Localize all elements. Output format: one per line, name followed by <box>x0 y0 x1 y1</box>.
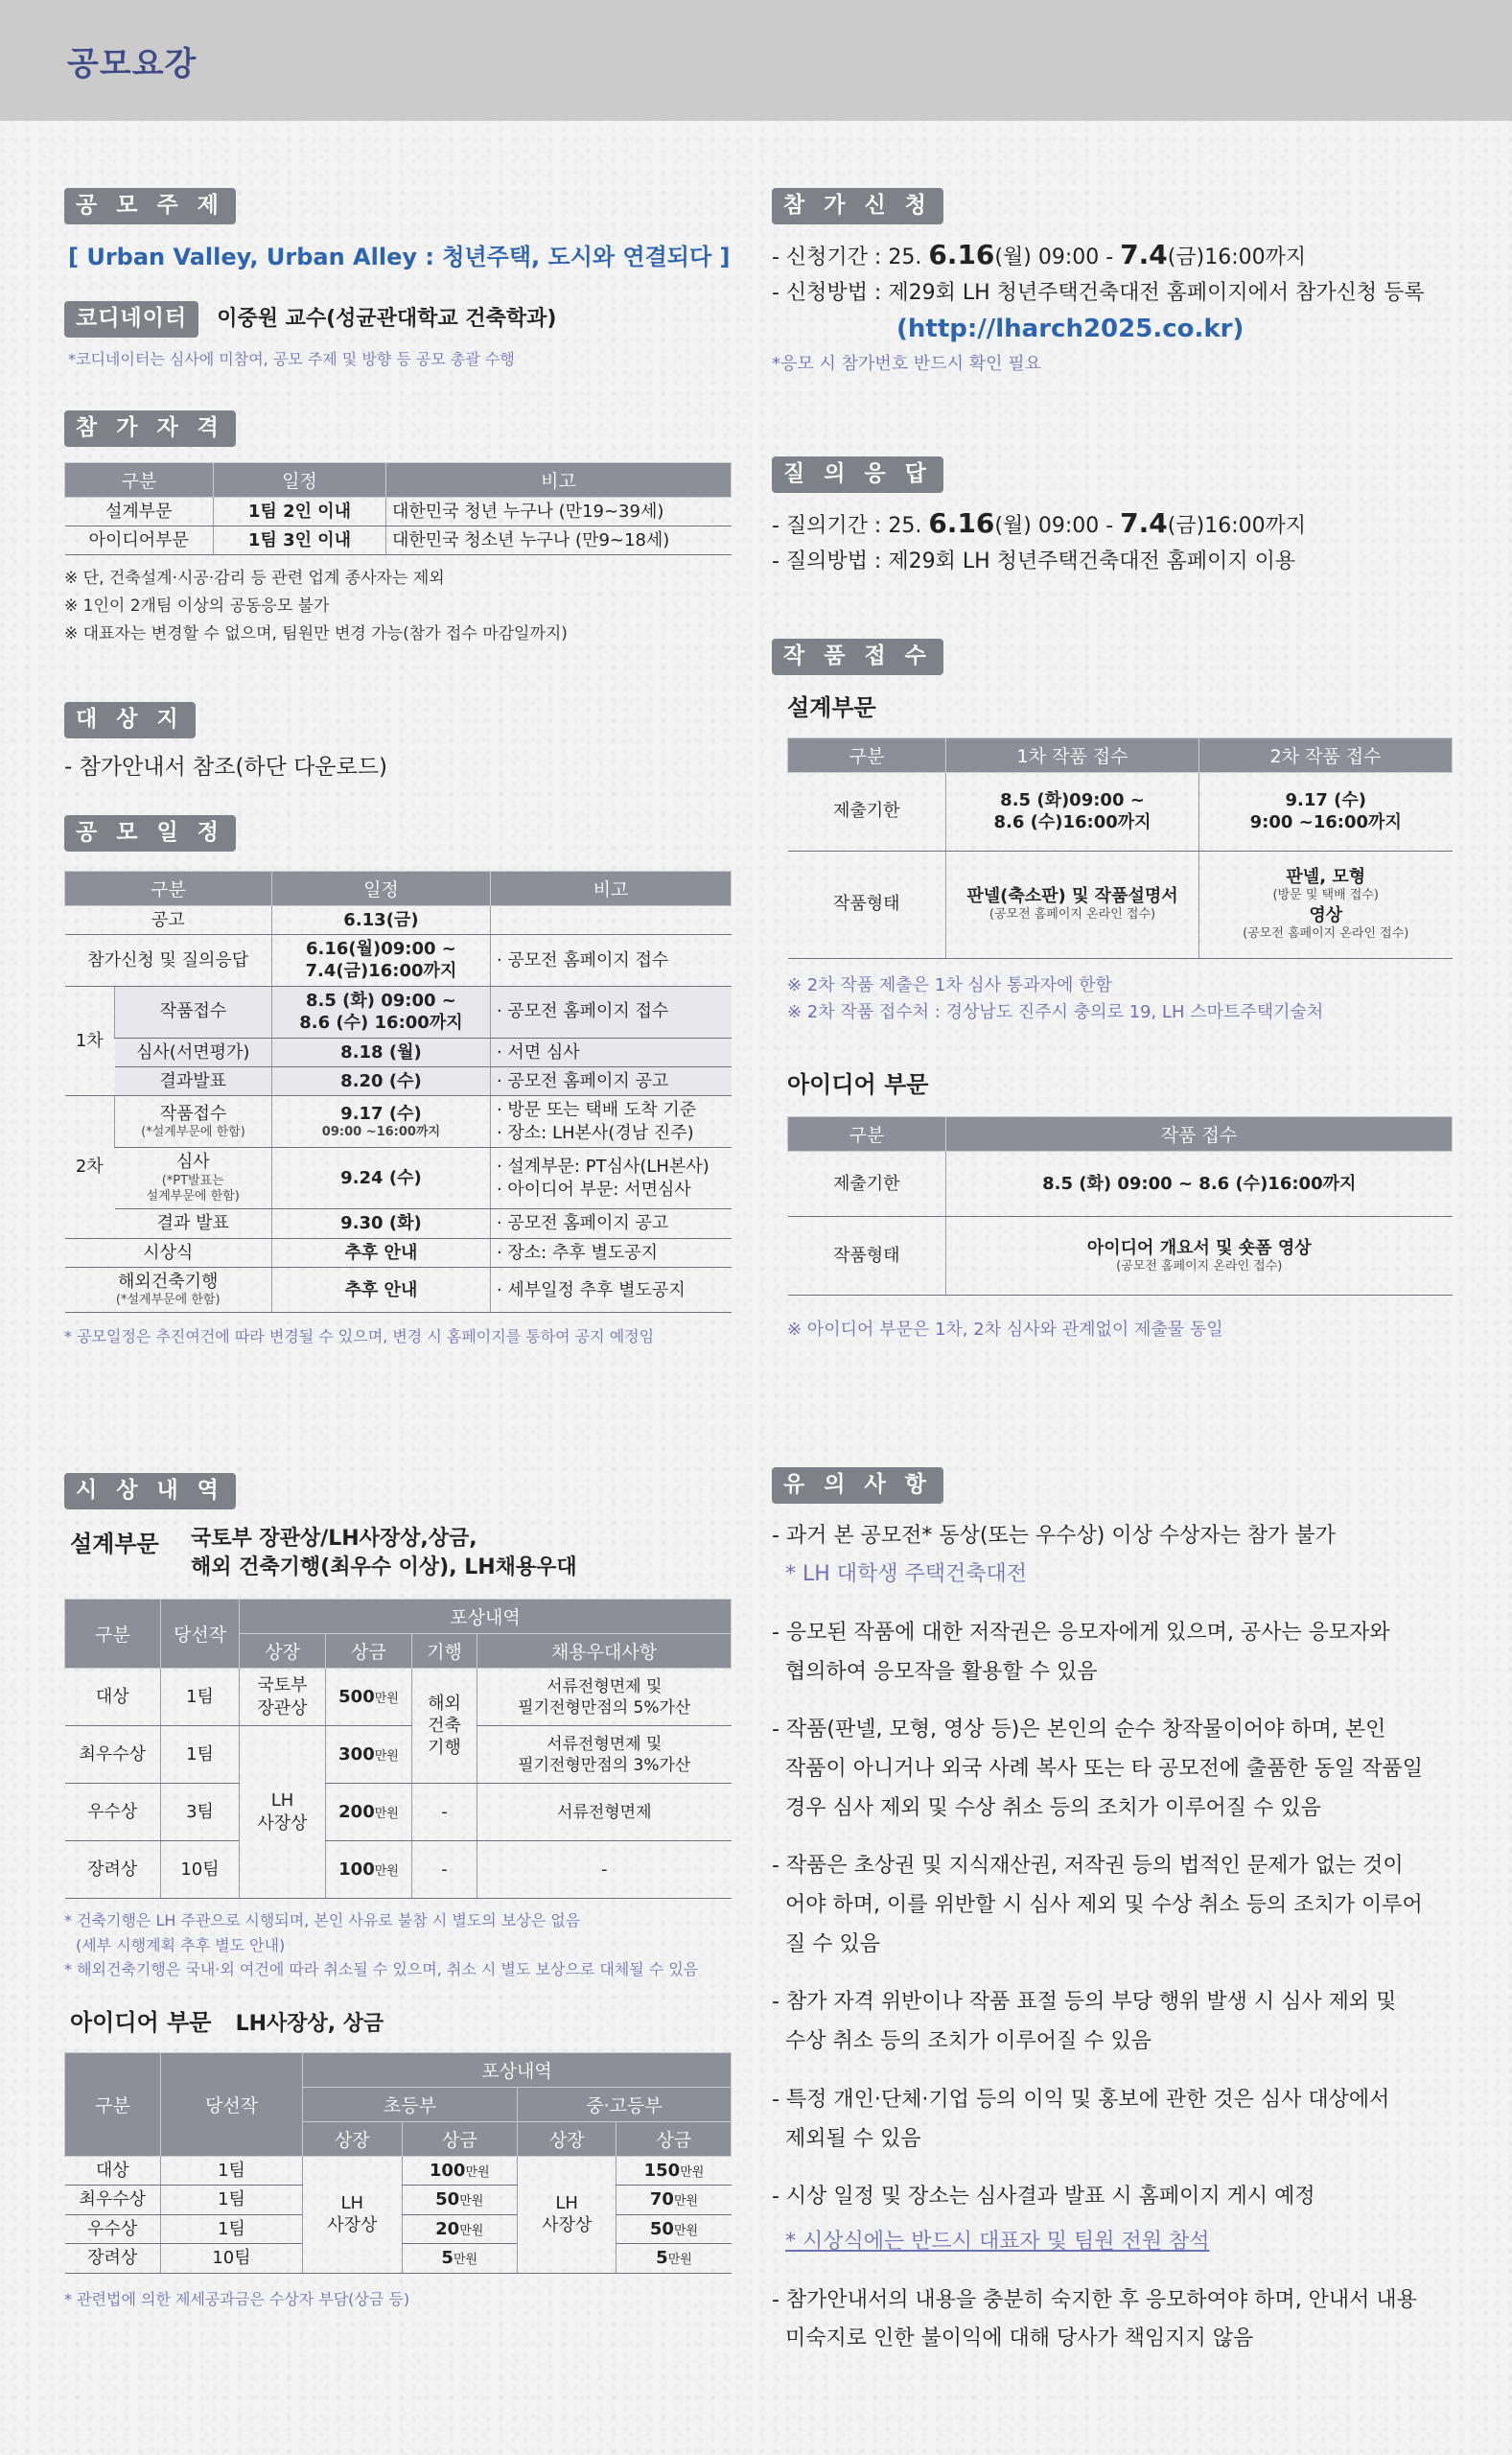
th: 상금 <box>402 2121 517 2156</box>
cell: 9.17 (수) 09:00 ~16:00까지 <box>271 1096 490 1148</box>
cell: 결과발표 <box>115 1066 272 1095</box>
caution-item: 어야 하며, 이를 위반할 시 심사 제외 및 수상 취소 등의 조치가 이루어 <box>785 1893 1423 1918</box>
cell: 장려상 <box>65 2244 161 2273</box>
th: 1차 작품 접수 <box>946 737 1199 772</box>
th: 작품 접수 <box>946 1117 1453 1152</box>
submit-tag: 작 품 접 수 <box>772 639 943 675</box>
awards-desc: 해외 건축기행(최우수 이상), LH채용우대 <box>191 1555 577 1580</box>
table-row <box>65 1784 732 1841</box>
th: 상금 <box>616 2121 732 2156</box>
cell: · 공모전 홈페이지 접수 <box>490 986 731 1038</box>
caution-item: - 참가 자격 위반이나 작품 표절 등의 부당 행위 발생 시 심사 제외 및 <box>772 1990 1397 2015</box>
table-row <box>65 986 732 1038</box>
cell: 8.5 (화)09:00 ~ 8.6 (수)16:00까지 <box>946 772 1199 851</box>
submit-note: ※ 2차 작품 접수처 : 경상남도 진주시 충의로 19, LH 스마트주택기술처 <box>787 1002 1324 1023</box>
caution-item: - 작품(판넬, 모형, 영상 등)은 본인의 순수 창작물이어야 하며, 본인 <box>772 1718 1386 1742</box>
coordinator-note: *코디네이터는 심사에 미참여, 공모 주제 및 방향 등 공모 총괄 수행 <box>68 349 515 368</box>
cell: 결과 발표 <box>115 1209 272 1238</box>
cell: 100만원 <box>402 2156 517 2185</box>
target-tag: 대 상 지 <box>64 702 196 738</box>
cell: · 방문 또는 택배 도착 기준 · 장소: LH본사(경남 진주) <box>490 1096 731 1148</box>
table-row <box>788 851 1453 958</box>
cell: 1팀 <box>161 2186 303 2214</box>
cell: - <box>412 1784 477 1841</box>
th: 당선작 <box>161 2052 303 2156</box>
caution-section <box>772 1467 1462 2359</box>
caution-item: 작품이 아니거나 외국 사례 복사 또는 타 공모전에 출품한 동일 작품일 <box>785 1757 1423 1782</box>
cell: · 공모전 홈페이지 접수 <box>490 934 731 986</box>
qa-method: - 질의방법 : 제29회 LH 청년주택건축대전 홈페이지 이용 <box>772 549 1296 574</box>
cell: 5만원 <box>616 2244 732 2273</box>
cell: 해외건축기행 (*설계부문에 한함) <box>65 1268 272 1313</box>
cell: 서류전형면제 및 필기전형만점의 5%가산 <box>477 1669 732 1726</box>
cell: 제출기한 <box>788 1152 946 1217</box>
table-row <box>65 1148 732 1209</box>
table-row <box>788 1217 1453 1296</box>
eligibility-section <box>64 410 732 648</box>
th: 비고 <box>386 462 732 497</box>
th: 상금 <box>326 1634 412 1669</box>
th: 당선작 <box>161 1600 240 1669</box>
coordinator-name: 이중원 교수(성균관대학교 건축학과) <box>217 307 557 331</box>
caution-item: 경우 심사 제외 및 수상 취소 등의 조치가 이루어질 수 있음 <box>785 1795 1321 1820</box>
th: 초등부 <box>303 2087 518 2121</box>
awards-note: (세부 시행계획 추후 별도 안내) <box>76 1935 286 1954</box>
caution-item: * LH 대학생 주택건축대전 <box>785 1562 1028 1587</box>
apply-note: *응모 시 참가번호 반드시 확인 필요 <box>772 353 1042 374</box>
th: 구분 <box>65 462 214 497</box>
caution-item: - 참가안내서의 내용을 충분히 숙지한 후 응모하여야 하며, 안내서 내용 <box>772 2287 1417 2312</box>
cell: 참가신청 및 질의응답 <box>65 934 272 986</box>
awards-idea-note: * 관련법에 의한 제세공과금은 수상자 부담(상금 등) <box>64 2289 410 2308</box>
cell: 1팀 <box>161 2156 303 2185</box>
cell: 추후 안내 <box>271 1268 490 1313</box>
cell: 50만원 <box>402 2186 517 2214</box>
cell: 100만원 <box>326 1841 412 1899</box>
cell: 8.20 (수) <box>271 1066 490 1095</box>
caution-item: - 과거 본 공모전* 동상(또는 우수상) 이상 수상자는 참가 불가 <box>772 1523 1336 1548</box>
th: 일정 <box>271 871 490 905</box>
target-section <box>64 702 732 784</box>
table-row <box>65 1726 732 1784</box>
cell: 대한민국 청소년 누구나 (만9~18세) <box>386 526 732 554</box>
apply-section <box>772 188 1462 378</box>
table-row <box>65 526 732 554</box>
cell: 심사(서면평가) <box>115 1038 272 1066</box>
caution-item: - 시상 일정 및 장소는 심사결과 발표 시 홈페이지 게시 예정 <box>772 2185 1315 2210</box>
theme-text: [ Urban Valley, Urban Alley : 청년주택, 도시와 연결되다 ] <box>68 243 731 270</box>
cell: 6.16(월)09:00 ~ 7.4(금)16:00까지 <box>271 934 490 986</box>
awards-design-table <box>64 1599 732 1899</box>
apply-url-link[interactable]: (http://lharch2025.co.kr) <box>896 314 1244 343</box>
schedule-table <box>64 871 732 1314</box>
th: 구분 <box>65 871 272 905</box>
eligibility-note: ※ 1인이 2개팀 이상의 공동응모 불가 <box>64 596 330 617</box>
th: 상장 <box>303 2121 403 2156</box>
cell: · 설계부문: PT심사(LH본사) · 아이디어 부문: 서면심사 <box>490 1148 731 1209</box>
apply-tag: 참 가 신 청 <box>772 188 943 224</box>
cell: 1팀 <box>161 1726 240 1784</box>
caution-item: - 작품은 초상권 및 지식재산권, 저작권 등의 법적인 문제가 없는 것이 <box>772 1854 1404 1879</box>
awards-desc: 국토부 장관상/LH사장상,상금, <box>191 1526 477 1551</box>
schedule-section <box>64 815 732 1349</box>
submit-idea-note: ※ 아이디어 부문은 1차, 2차 심사와 관계없이 제출물 동일 <box>787 1320 1223 1341</box>
target-text: - 참가안내서 참조(하단 다운로드) <box>64 754 388 780</box>
submit-section <box>772 639 1462 1344</box>
awards-tag: 시 상 내 역 <box>64 1473 236 1509</box>
awards-section <box>64 1473 732 2311</box>
table-row <box>65 497 732 526</box>
th: 구분 <box>65 2052 161 2156</box>
schedule-note: * 공모일정은 추진여건에 따라 변경될 수 있으며, 변경 시 홈페이지를 통하여 공지 예정임 <box>64 1327 655 1346</box>
table-row <box>65 2156 732 2185</box>
th: 비고 <box>490 871 731 905</box>
cell: 국토부 장관상 <box>240 1669 326 1726</box>
cell: 작품접수 (*설계부문에 한함) <box>115 1096 272 1148</box>
cell: LH 사장상 <box>517 2156 616 2273</box>
cell: - <box>477 1841 732 1899</box>
awards-note: * 해외건축기행은 국내·외 여건에 따라 취소될 수 있으며, 취소 시 별도 보상으로 대체될 수 있음 <box>64 1960 699 1979</box>
cell: 우수상 <box>65 2214 161 2243</box>
coordinator-section <box>64 301 732 371</box>
cell: · 장소: 추후 별도공지 <box>490 1238 731 1267</box>
theme-tag: 공 모 주 제 <box>64 188 236 224</box>
submit-note: ※ 2차 작품 제출은 1차 심사 통과자에 한함 <box>787 974 1112 995</box>
cell: 6.13(금) <box>271 905 490 934</box>
th: 포상내역 <box>303 2052 732 2087</box>
cell: 장려상 <box>65 1841 161 1899</box>
cell: 대상 <box>65 1669 161 1726</box>
cell: 9.24 (수) <box>271 1148 490 1209</box>
cell: LH 사장상 <box>303 2156 403 2273</box>
awards-idea-title: 아이디어 부문 <box>70 2008 212 2036</box>
cell: 70만원 <box>616 2186 732 2214</box>
caution-item: 미숙지로 인한 불이익에 대해 당사가 책임지지 않음 <box>785 2326 1254 2351</box>
th: 기행 <box>412 1634 477 1669</box>
eligibility-tag: 참 가 자 격 <box>64 410 236 447</box>
page-title: 공모요강 <box>67 44 198 83</box>
cell: 9.30 (화) <box>271 1209 490 1238</box>
cell: 150만원 <box>616 2156 732 2185</box>
cell: 대한민국 청년 누구나 (만19~39세) <box>386 497 732 526</box>
awards-note: * 건축기행은 LH 주관으로 시행되며, 본인 사유로 불참 시 별도의 보상은 없음 <box>64 1911 581 1930</box>
table-row <box>788 1152 1453 1217</box>
cell: 심사 (*PT발표는 설계부문에 한함) <box>115 1148 272 1209</box>
header-bar <box>0 0 1512 121</box>
cell: 8.18 (월) <box>271 1038 490 1066</box>
caution-item: 제외될 수 있음 <box>785 2126 921 2151</box>
cell: 1팀 2인 이내 <box>214 497 386 526</box>
cell: 50만원 <box>616 2214 732 2243</box>
cell: · 공모전 홈페이지 공고 <box>490 1066 731 1095</box>
cell: 우수상 <box>65 1784 161 1841</box>
awards-design-title: 설계부문 <box>70 1530 159 1557</box>
table-row <box>65 905 732 934</box>
table-row <box>65 1038 732 1066</box>
cell: - <box>412 1841 477 1899</box>
cell: 200만원 <box>326 1784 412 1841</box>
qa-section <box>772 456 1462 579</box>
qa-period: - 질의기간 : 25. 6.16(월) 09:00 - 7.4(금)16:00까지 <box>772 506 1307 539</box>
awards-design-head <box>64 1525 732 1584</box>
table-row <box>788 772 1453 851</box>
cell: 시상식 <box>65 1238 272 1267</box>
cell: 설계부문 <box>65 497 214 526</box>
cell: 3팀 <box>161 1784 240 1841</box>
th: 상장 <box>240 1634 326 1669</box>
th: 구분 <box>788 737 946 772</box>
cell: 공고 <box>65 905 272 934</box>
cell: 판넬, 모형 (방문 및 택배 접수) 영상 (공모전 홈페이지 온라인 접수) <box>1199 851 1453 958</box>
group-cell: 2차 <box>65 1096 115 1238</box>
cell: · 공모전 홈페이지 공고 <box>490 1209 731 1238</box>
cell: 10팀 <box>161 1841 240 1899</box>
cell: 20만원 <box>402 2214 517 2243</box>
awards-idea-table <box>64 2052 732 2274</box>
awards-idea-head <box>70 2003 732 2037</box>
caution-item: - 응모된 작품에 대한 저작권은 응모자에게 있으며, 공사는 응모자와 <box>772 1620 1390 1645</box>
cell: · 세부일정 추후 별도공지 <box>490 1268 731 1313</box>
submit-idea-title: 아이디어 부문 <box>787 1071 929 1099</box>
cell: 추후 안내 <box>271 1238 490 1267</box>
schedule-tag: 공 모 일 정 <box>64 815 236 852</box>
cell: 제출기한 <box>788 772 946 851</box>
apply-period: - 신청기간 : 25. 6.16(월) 09:00 - 7.4(금)16:00까지 <box>772 238 1307 270</box>
cell: 최우수상 <box>65 2186 161 2214</box>
submit-idea-table <box>787 1116 1453 1296</box>
th: 구분 <box>788 1117 946 1152</box>
cell: 아이디어 개요서 및 숏폼 영상 (공모전 홈페이지 온라인 접수) <box>946 1217 1453 1296</box>
cell: 1팀 <box>161 1669 240 1726</box>
th: 포상내역 <box>240 1600 732 1634</box>
caution-item: 수상 취소 등의 조치가 이루어질 수 있음 <box>785 2029 1151 2054</box>
cell: 작품형태 <box>788 851 946 958</box>
cell: 판넬(축소판) 및 작품설명서 (공모전 홈페이지 온라인 접수) <box>946 851 1199 958</box>
table-row <box>65 1209 732 1238</box>
apply-method: - 신청방법 : 제29회 LH 청년주택건축대전 홈페이지에서 참가신청 등록 <box>772 281 1425 306</box>
eligibility-table <box>64 462 732 556</box>
cell: LH 사장상 <box>240 1726 326 1899</box>
cell: 10팀 <box>161 2244 303 2273</box>
table-row <box>65 1096 732 1148</box>
caution-item: * 시상식에는 반드시 대표자 및 팀원 전원 참석 <box>785 2229 1210 2254</box>
cell <box>490 905 731 934</box>
awards-idea-desc: LH사장상, 상금 <box>235 2011 384 2036</box>
submit-design-title: 설계부문 <box>787 693 876 721</box>
coordinator-tag: 코디네이터 <box>64 301 198 338</box>
th: 중·고등부 <box>517 2087 731 2121</box>
caution-item: 협의하여 응모작을 활용할 수 있음 <box>785 1659 1098 1684</box>
cell: 아이디어부문 <box>65 526 214 554</box>
table-row <box>65 934 732 986</box>
eligibility-note: ※ 단, 건축설계·시공·감리 등 관련 업계 종사자는 제외 <box>64 569 445 589</box>
table-row <box>65 1066 732 1095</box>
cell: · 서면 심사 <box>490 1038 731 1066</box>
th: 일정 <box>214 462 386 497</box>
th: 구분 <box>65 1600 161 1669</box>
th: 2차 작품 접수 <box>1199 737 1453 772</box>
cell: 해외 건축 기행 <box>412 1669 477 1784</box>
cell: 9.17 (수) 9:00 ~16:00까지 <box>1199 772 1453 851</box>
cell: 서류전형면제 및 필기전형만점의 3%가산 <box>477 1726 732 1784</box>
table-row <box>65 1268 732 1313</box>
cell: 1팀 3인 이내 <box>214 526 386 554</box>
cell: 1팀 <box>161 2214 303 2243</box>
table-row <box>65 1669 732 1726</box>
th: 채용우대사항 <box>477 1634 732 1669</box>
cell: 5만원 <box>402 2244 517 2273</box>
table-row <box>65 1238 732 1267</box>
qa-tag: 질 의 응 답 <box>772 456 943 493</box>
caution-item: 질 수 있음 <box>785 1931 880 1956</box>
caution-tag: 유 의 사 항 <box>772 1467 943 1504</box>
cell: 8.5 (화) 09:00 ~ 8.6 (수) 16:00까지 <box>271 986 490 1038</box>
cell: 서류전형면제 <box>477 1784 732 1841</box>
cell: 대상 <box>65 2156 161 2185</box>
group-cell: 1차 <box>65 986 115 1096</box>
eligibility-note: ※ 대표자는 변경할 수 없으며, 팀원만 변경 가능(참가 접수 마감일까지) <box>64 624 568 644</box>
cell: 8.5 (화) 09:00 ~ 8.6 (수)16:00까지 <box>946 1152 1453 1217</box>
caution-item: - 특정 개인·단체·기업 등의 이익 및 홍보에 관한 것은 심사 대상에서 <box>772 2087 1390 2112</box>
cell: 최우수상 <box>65 1726 161 1784</box>
th: 상장 <box>517 2121 616 2156</box>
cell: 작품접수 <box>115 986 272 1038</box>
cell: 500만원 <box>326 1669 412 1726</box>
cell: 300만원 <box>326 1726 412 1784</box>
table-row <box>65 1841 732 1899</box>
theme-section <box>64 188 732 271</box>
submit-design-table <box>787 737 1453 959</box>
cell: 작품형태 <box>788 1217 946 1296</box>
